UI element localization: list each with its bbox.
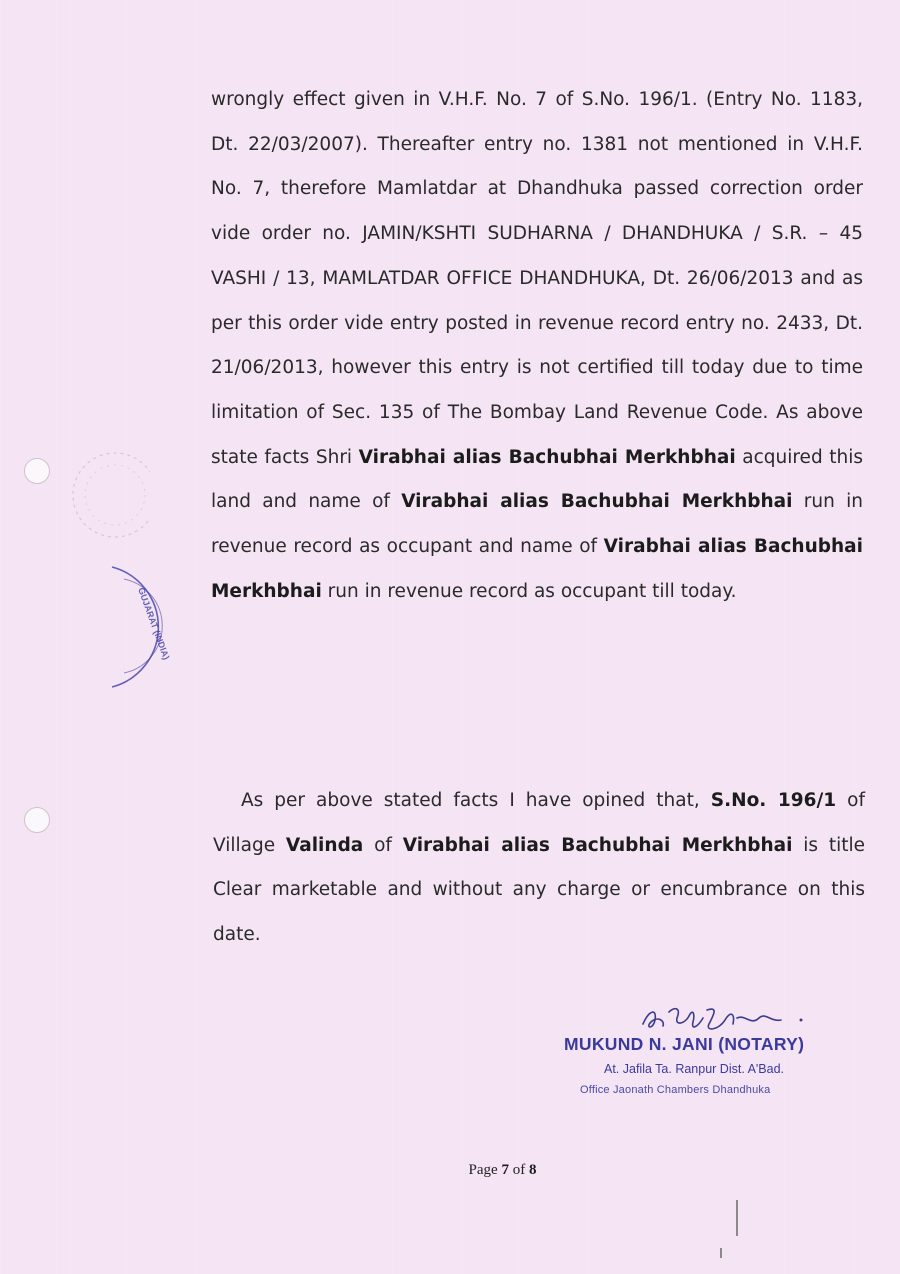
punch-hole-bottom [24, 807, 50, 833]
punch-hole-top [24, 458, 50, 484]
page-number [0, 1162, 900, 1179]
page-current: 7 [501, 1162, 509, 1178]
bold-text-run: Virabhai alias Bachubhai Merkhbhai [401, 491, 793, 513]
text-run: As per above stated facts I have opined that, [241, 790, 711, 811]
notary-office: Office Jaonath Chambers Dhandhuka [580, 1084, 771, 1096]
text-run: of Village [213, 790, 866, 856]
scan-mark [720, 1248, 722, 1258]
body-paragraph-1 [211, 78, 863, 614]
bold-text-run: Valinda [285, 834, 364, 856]
faint-embossed-seal [60, 440, 150, 550]
text-run: is title Clear marketable and without any charge or encumbrance on this date. [213, 834, 866, 946]
text-run: run in revenue record as occupant and name of [211, 491, 863, 558]
text-run: run in revenue record as occupant till today. [321, 580, 737, 602]
notary-name: MUKUND N. JANI (NOTARY) [564, 1034, 805, 1054]
notary-address: At. Jafila Ta. Ranpur Dist. A'Bad. [604, 1062, 785, 1076]
page-label: Page [468, 1162, 498, 1178]
notary-seal-stamp [72, 545, 222, 695]
bold-text-run: Virabhai alias Bachubhai Merkhbhai [211, 536, 863, 602]
body-paragraph-2 [213, 779, 865, 958]
handwritten-signature [635, 1000, 815, 1036]
page-total: 8 [528, 1162, 537, 1178]
text-run: wrongly effect given in V.H.F. No. 7 of S.No. 196/1. (Entry No. 1183, Dt. 22/03/2007). Thereafter entry no. 1381 not mentioned in V.H.F. No. 7, therefore Mamlatdar at Dhandhuka passed correction order vide order no. JAMIN/KSHTI SUDHARNA / DHANDHUKA / S.R. – 45 VASHI / 13, MAMLATDAR OFFICE DHANDHUKA, Dt. 26/06/2013 and as per this order vide entry posted in revenue record entry no. 2433, Dt. 21/06/2013, however this entry is not certified till today due to time limitation of Sec. 135 of The Bombay Land Revenue Code. As above state facts Shri [211, 89, 863, 468]
page-of: of [512, 1162, 526, 1178]
bold-text-run: Virabhai alias Bachubhai Merkhbhai [402, 834, 793, 856]
scan-mark [736, 1200, 738, 1236]
bold-text-run: Virabhai alias Bachubhai Merkhbhai [358, 446, 736, 468]
bold-text-run: S.No. 196/1 [710, 790, 837, 811]
text-run: of [363, 834, 403, 856]
text-run: acquired this land and name of [211, 446, 863, 513]
svg-text:GUJARAT (INDIA): GUJARAT (INDIA) [136, 586, 172, 661]
